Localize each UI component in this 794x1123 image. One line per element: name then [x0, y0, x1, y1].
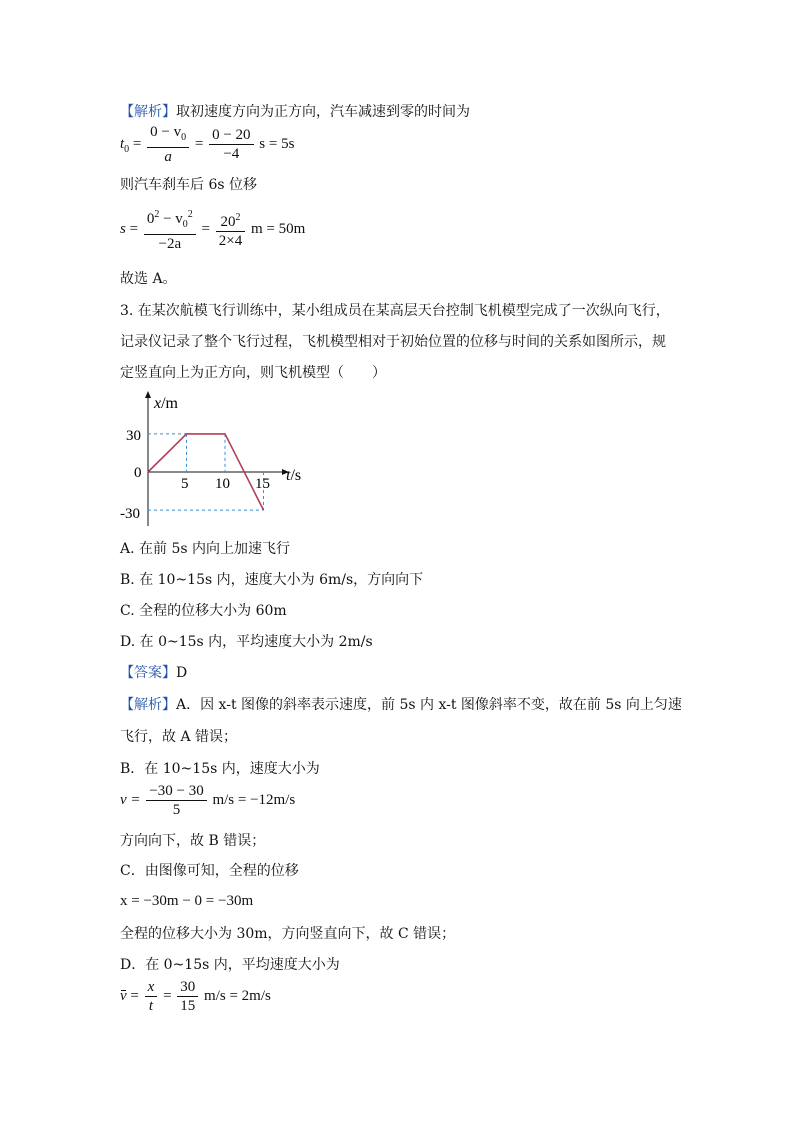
option-d: D. 在 0~15s 内，平均速度大小为 2m/s [120, 634, 373, 650]
option-b: B. 在 10~15s 内，速度大小为 6m/s，方向向下 [120, 572, 424, 588]
prev-solution-line3: 故选 A。 [120, 271, 177, 287]
equation-v-b: v = $\frac{-30 - 30}{5}$ m/s = −12m/s [120, 783, 296, 818]
prev-solution-line2: 则汽车刹车后 6s 位移 [120, 177, 257, 193]
analysis-line-d1: D．在 0~15s 内，平均速度大小为 [120, 957, 340, 973]
option-c: C. 全程的位移大小为 60m [120, 603, 287, 619]
analysis-line-a1: 【解析】A．因 x-t 图像的斜率表示速度，前 5s 内 x-t 图像斜率不变，故在前 5s 向上匀速 [120, 697, 682, 713]
fraction: $\frac{30}{15}$ [177, 979, 198, 1014]
analysis-line-b2: 方向向下，故 B 错误； [120, 833, 266, 849]
y-tick-0: 0 [134, 465, 142, 481]
question-line1: 3. 在某次航模飞行训练中，某小组成员在某高层天台控制飞机模型完成了一次纵向飞行， [120, 303, 670, 319]
equation-s: s = $\frac{0^2 - v_0^2}{-2a}$ = $\frac{20^2}{2\times 4}$ m = 50m [120, 209, 306, 252]
displacement-time-graph [110, 388, 330, 528]
x-tick-15: 15 [255, 476, 270, 492]
fraction: $\frac{20^2}{2\times 4}$ [216, 210, 245, 249]
equation-avg-v: v = $\frac{x}{t}$ = $\frac{30}{15}$ m/s = 2m/s [120, 979, 271, 1014]
analysis-line-a2: 飞行，故 A 错误； [120, 729, 238, 745]
equation-t0: $t_0$ = $\frac{0 - v_0}{a}$ = $\frac{0 - 20}{-4}$ s = 5s [120, 124, 295, 165]
analysis-tag: 【解析】 [120, 697, 176, 713]
analysis-line-c1: C．由图像可知，全程的位移 [120, 863, 299, 879]
fraction: $\frac{0^2 - v_0^2}{-2a}$ [144, 207, 196, 252]
fraction: $\frac{-30 - 30}{5}$ [146, 783, 206, 818]
y-tick-30: 30 [126, 428, 141, 444]
answer-line [120, 664, 187, 682]
analysis-line-b1: B．在 10~15s 内，速度大小为 [120, 761, 320, 777]
y-tick-neg30: -30 [120, 506, 140, 522]
equation-x-c: x = −30m − 0 = −30m [120, 893, 254, 909]
fraction: $\frac{x}{t}$ [145, 979, 158, 1014]
prev-solution-line1: 【解析】取初速度方向为正方向，汽车减速到零的时间为 [120, 104, 470, 120]
answer-value: D [176, 665, 188, 681]
x-tick-10: 10 [215, 476, 230, 492]
fraction: $\frac{0 - v_0}{a}$ [147, 124, 189, 165]
question-line3: 定竖直向上为正方向，则飞机模型（ ） [120, 365, 386, 381]
option-a: A. 在前 5s 内向上加速飞行 [120, 541, 291, 557]
x-axis-label: t/s [286, 467, 302, 484]
x-tick-5: 5 [181, 476, 189, 492]
fraction: $\frac{0 - 20}{-4}$ [209, 127, 253, 162]
answer-tag: 【答案】 [120, 665, 176, 681]
analysis-line-c2: 全程的位移大小为 30m，方向竖直向下，故 C 错误； [120, 926, 456, 942]
analysis-tag: 【解析】 [120, 104, 176, 120]
question-line2: 记录仪记录了整个飞行过程，飞机模型相对于初始位置的位移与时间的关系如图所示，规 [120, 334, 666, 350]
y-axis-label: x/m [154, 395, 178, 412]
